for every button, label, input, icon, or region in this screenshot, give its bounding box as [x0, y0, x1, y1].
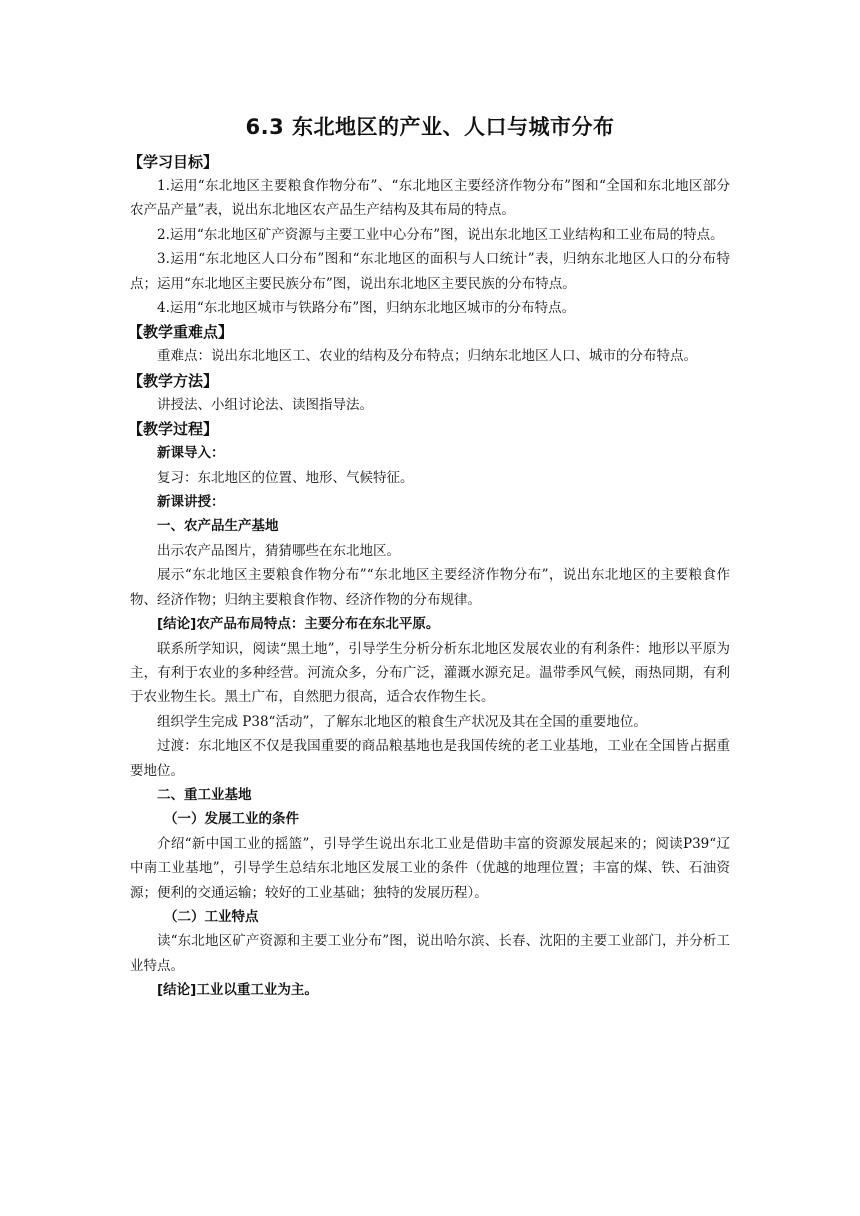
paragraph: 组织学生完成 P38“活动”，了解东北地区的粮食生产状况及其在全国的重要地位。 [157, 713, 647, 730]
methods-text: 讲授法、小组讨论法、读图指导法。 [157, 396, 373, 413]
part1-title: 一、农产品生产基地 [157, 518, 279, 535]
objectives-heading: 【学习目标】 [128, 153, 219, 171]
sub2-title: （二）工业特点 [164, 908, 259, 925]
process-heading: 【教学过程】 [128, 420, 219, 439]
paragraph: 过渡：东北地区不仅是我国重要的商品粮基地也是我国传统的老工业基地，工业在全国皆占据重要地位。 [130, 738, 730, 779]
paragraph: 联系所学知识，阅读“黑土地”，引导学生分析分析东北地区发展农业的有利条件：地形以平原为主，有利于农业的多种经营。河流众多，分布广泛，灌溉水源充足。温带季风气候，雨热同期，有利于农业物生长。黑土广布，自然肥力很高，适合农作物生长。 [130, 640, 730, 706]
paragraph: 介绍“新中国工业的摇篮”，引导学生说出东北工业是借助丰富的资源发展起来的；阅读P39“辽中南工业基地”，引导学生总结东北地区发展工业的条件（优越的地理位置；丰富的煤、铁、石油资源；便利的交通运输；较好的工业基础；独特的发展历程）。 [130, 835, 730, 901]
paragraph: 读“东北地区矿产资源和主要工业分布”图，说出哈尔滨、长春、沈阳的主要工业部门，并分析工业特点。 [130, 933, 730, 974]
conclusion-2: [结论]工业以重工业为主。 [157, 982, 318, 999]
paragraph: 出示农产品图片，猜猜哪些在东北地区。 [157, 542, 400, 559]
objective-item: 4.运用“东北地区城市与铁路分布”图，归纳东北地区城市的分布特点。 [157, 300, 576, 317]
sub1-title: （一）发展工业的条件 [164, 811, 299, 828]
key-points-text: 重难点：说出东北地区工、农业的结构及分布特点；归纳东北地区人口、城市的分布特点。 [157, 348, 697, 365]
objective-item: 2.运用“东北地区矿产资源与主要工业中心分布”图，说出东北地区工业结构和工业布局的特点。 [157, 226, 724, 243]
review-text: 复习：东北地区的位置、地形、气候特征。 [157, 469, 414, 486]
document-title: 6.3 东北地区的产业、人口与城市分布 [245, 115, 615, 139]
intro-label: 新课导入： [157, 445, 225, 462]
document-body [130, 150, 730, 1003]
key-points-heading: 【教学重难点】 [128, 323, 234, 342]
part2-title: 二、重工业基地 [157, 786, 252, 803]
objective-item: 1.运用“东北地区主要粮食作物分布”、“东北地区主要经济作物分布”图和“全国和东北地区部分农产品产量”表，说出东北地区农产品生产结构及其布局的特点。 [130, 178, 730, 219]
lecture-label: 新课讲授： [157, 494, 225, 511]
paragraph: 展示“东北地区主要粮食作物分布”“东北地区主要经济作物分布”，说出东北地区的主要粮食作物、经济作物；归纳主要粮食作物、经济作物的分布规律。 [130, 567, 730, 608]
methods-heading: 【教学方法】 [128, 371, 219, 390]
conclusion-1: [结论]农产品布局特点：主要分布在东北平原。 [157, 616, 440, 633]
objective-item: 3.运用“东北地区人口分布”图和“东北地区的面积与人口统计”表，归纳东北地区人口的分布特点；运用“东北地区主要民族分布”图，说出东北地区主要民族的分布特点。 [130, 251, 730, 292]
